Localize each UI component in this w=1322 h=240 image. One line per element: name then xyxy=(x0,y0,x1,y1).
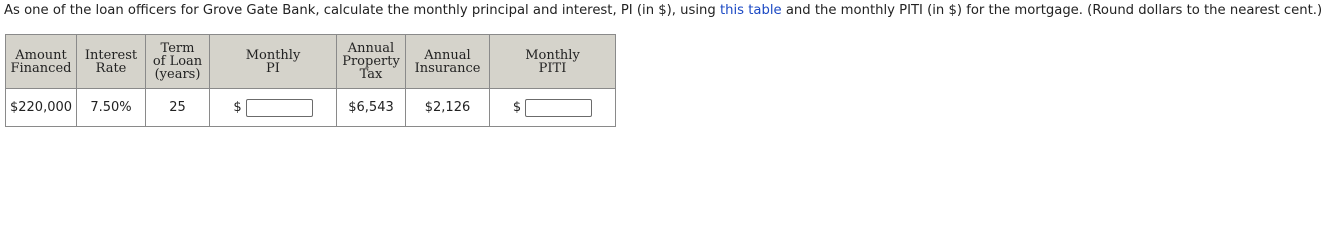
table-row xyxy=(6,89,616,127)
monthly-piti-dollar-sign: $ xyxy=(512,100,522,115)
monthly-pi-cell xyxy=(210,89,337,127)
header-annual-insurance: Annual Insurance xyxy=(406,35,490,89)
header-monthly-pi: Monthly PI xyxy=(210,35,337,89)
monthly-piti-input[interactable] xyxy=(525,99,592,117)
term-cell: 25 xyxy=(146,89,210,127)
monthly-piti-cell xyxy=(490,89,616,127)
monthly-pi-input[interactable] xyxy=(246,99,313,117)
table-header-row xyxy=(6,35,616,89)
header-monthly-piti: Monthly PITI xyxy=(490,35,616,89)
this-table-link[interactable]: this table xyxy=(719,3,782,18)
header-term-of-loan: Term of Loan (years) xyxy=(146,35,210,89)
annual-property-tax-cell: $6,543 xyxy=(337,89,406,127)
header-interest-rate: Interest Rate xyxy=(77,35,146,89)
question-text xyxy=(4,2,1322,19)
header-annual-property-tax: Annual Property Tax xyxy=(337,35,406,89)
header-amount-financed: Amount Financed xyxy=(6,35,77,89)
question-text-end: and the monthly PITI (in $) for the mortgage. (Round dollars to the nearest cent.) xyxy=(781,3,1322,18)
monthly-pi-dollar-sign: $ xyxy=(233,100,242,115)
question-text-start: As one of the loan officers for Grove Gate Bank, calculate the monthly principal and interest, PI (in $), using xyxy=(4,3,720,18)
amount-financed-cell: $220,000 xyxy=(6,89,77,127)
mortgage-table xyxy=(5,34,616,127)
interest-rate-cell: 7.50% xyxy=(77,89,146,127)
annual-insurance-cell: $2,126 xyxy=(406,89,490,127)
